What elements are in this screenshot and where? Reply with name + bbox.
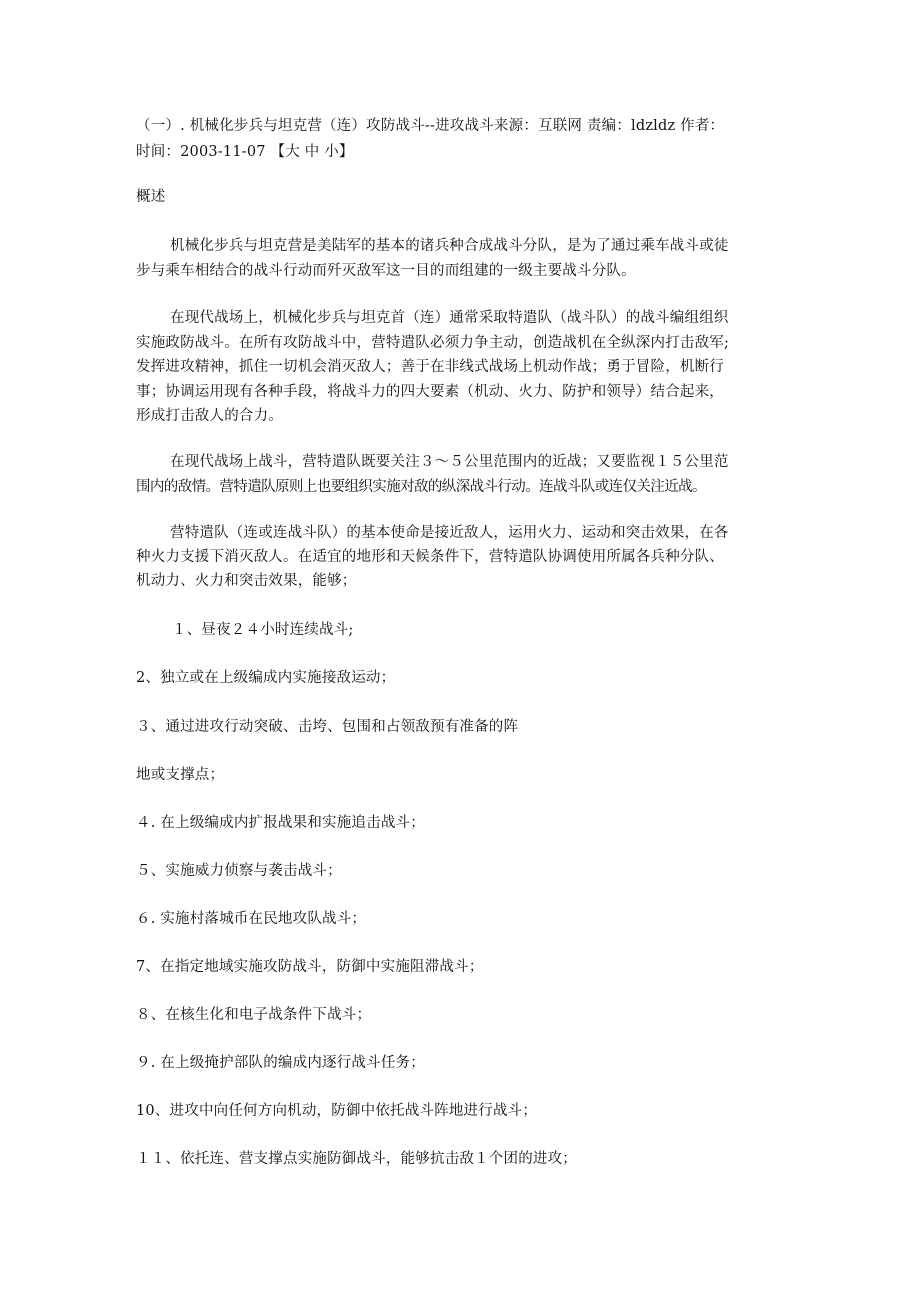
paragraph-line: 营特遣队（连或连战斗队）的基本使命是接近敌人，运用火力、运动和突击效果，在各 [170,525,729,541]
paragraph-line: 围内的敌情。营特遣队原则上也要组织实施对敌的纵深战斗行动。连战斗队或连仅关注近战。 [136,479,706,495]
header-line-1: （一）. 机械化步兵与坦克营（连）攻防战斗--进攻战斗来源：互联网 责编：ldzldz 作者： [136,118,725,134]
paragraph-line: 形成打击敌人的合力。 [136,408,283,424]
paragraph-line: 步与乘车相结合的战斗行动而歼灭敌军这一目的而组建的一级主要战斗分队。 [136,263,636,279]
paragraph-line: 机械化步兵与坦克营是美陆军的基本的诸兵种合成战斗分队，是为了通过乘车战斗或徒 [170,238,729,254]
list-item: 7、在指定地域实施攻防战斗，防御中实施阻滞战斗； [136,959,484,975]
paragraph-line: 种火力支援下消灭敌人。在适宜的地形和天候条件下，营特遣队协调使用所属各兵种分队、 [136,549,724,565]
paragraph-line: 在现代战场上战斗，营特遣队既要关注３～５公里范围内的近战；又要监视１５公里范 [170,454,729,470]
list-item: ６. 实施村落城币在民地攻队战斗； [136,911,367,927]
header-line-2: 时间：2003-11-07 【大 中 小】 [136,144,354,160]
list-item: ３、通过进攻行动突破、击垮、包围和占领敌预有准备的阵 [136,719,519,735]
list-item: 10、进攻中向任何方向机动，防御中依托战斗阵地进行战斗； [136,1103,538,1119]
list-item: 2、独立或在上级编成内实施接敌运动； [136,670,396,686]
list-item: ４. 在上级编成内扩报战果和实施追击战斗； [136,815,425,831]
section-title: 概述 [136,189,166,205]
paragraph-line: 在现代战场上，机械化步兵与坦克首（连）通常采取特遣队（战斗队）的战斗编组组织 [170,310,729,326]
paragraph-line: 事；协调运用现有各种手段，将战斗力的四大要素（机动、火力、防护和领导）结合起来， [136,384,724,400]
list-item: １、昼夜２４小时连续战斗; [172,622,354,638]
paragraph-line: 实施政防战斗。在所有攻防战斗中，营特遣队必须力争主动，创造战机在全纵深内打击敌军; [136,335,730,351]
paragraph-line: 机动力、火力和突击效果，能够； [136,573,357,589]
list-item: ５、实施威力侦察与袭击战斗； [136,863,342,879]
list-item: 地或支撑点； [136,767,225,783]
paragraph-line: 发挥进攻精神，抓住一切机会消灭敌人；善于在非线式战场上机动作战；勇于冒险，机断行 [136,359,724,375]
list-item: １１、依托连、营支撑点实施防御战斗，能够抗击敌１个团的进攻； [136,1151,577,1167]
list-item: ９. 在上级掩护部队的编成内逐行战斗任务； [136,1055,425,1071]
list-item: ８、在核生化和电子战条件下战斗； [136,1007,372,1023]
